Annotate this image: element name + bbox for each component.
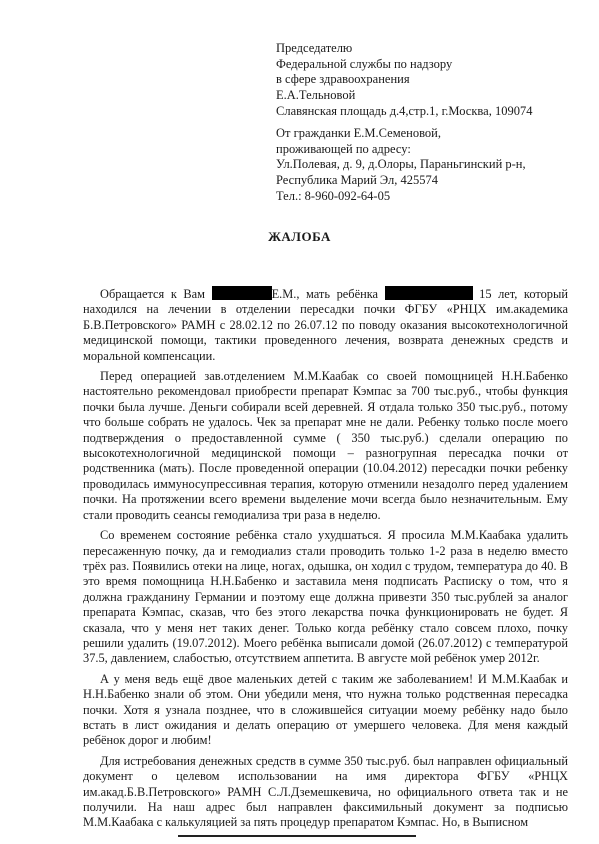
page-bottom-rule [178,835,416,837]
document-title: ЖАЛОБА [268,229,331,244]
sender-block [276,126,576,205]
recipient-line: в сфере здравоохранения [276,72,410,87]
complaint-body [83,286,568,832]
paragraph: Перед операцией зав.отделением М.М.Каабак со своей помощницей Н.Н.Бабенко настоятельно рекомендовал приобрести препарат Кэмпас за 700 тыс.руб., чтобы функция почки была лучше. Деньги собирали всей деревней. Я отдала только 350 тыс.руб., потому что больше собрать не удалось. Чек за препарат мне не дали. Ребенку только после моего подтверждения о предоставленной сумме ( 350 тыс.руб.) сделали операцию по высокотехнологичной медицинской помощи – разногрупная пересадка почки от родственника (мать). После проведенной операции (10.04.2012) пересадки почки ребенку проводилась иммуносупрессивная терапия, которую отменили незадолго перед удалением почки. На протяжении всего времени выделение мочи всегда было незначительным. Ему стали проводить сеансы гемодиализа три раза в неделю. [83,369,568,522]
intro-text-b: Е.М., мать ребёнка [271,287,379,301]
sender-line: Республика Марий Эл, 425574 [276,173,438,188]
recipient-block [276,41,576,120]
sender-line: Ул.Полевая, д. 9, д.Олоры, Параньгинский р-н, [276,157,526,172]
recipient-line: Председателю [276,41,353,55]
recipient-line: Федеральной службы по надзору [276,56,453,71]
sender-line: Тел.: 8-960-092-64-05 [276,188,391,203]
sender-line: От гражданки Е.М.Семеновой, [276,126,441,140]
sender-line: проживающей по адресу: [276,141,411,156]
redaction-bar [385,286,473,300]
intro-text-a: Обращается к Вам [100,287,205,301]
paragraph: А у меня ведь ещё двое маленьких детей с таким же заболеванием! И М.М.Каабак и Н.Н.Бабенко знали об этом. Они убедили меня, что нужна только родственная пересадка почки. Хотя я узнала позднее, что в сложившейся ситуации моему ребёнку надо было встать в лист ожидания и делать операцию от умершего человека. Для меня каждый ребёнок дорог и любим! [83,671,568,748]
intro-text-c: 15 лет, который находился на лечении в отделении пересадки почки ФГБУ «РНЦХ им.академика Б.В.Петровского» РАМН с 28.02.12 по 26.07.12 по поводу оказания высокотехнологичной медицинской помощи, тактики проведенного лечения, возврата денежных средств и моральной компенсации. [83,287,568,363]
recipient-line: Е.А.Тельновой [276,88,356,103]
paragraph: Со временем состояние ребёнка стало ухудшаться. Я просила М.М.Каабака удалить пересаженную почку, да и гемодиализ стали проводить только 1-2 раза в неделю вместо трёх раз. Появились отеки на лице, ногах, одышка, он ходил с трудом, температура до 40. В это время помощница Н.Н.Бабенко и заставила меня подписать Расписку о том, что я должна гражданину Германии и поэтому еще должна привезти 350 тыс.рублей за аналог препарата Кэмпас, сказав, что без этого лекарства почка функционировать не будет. Я сказала, что у меня нет таких денег. Только когда ребёнку стало совсем плохо, почку решили удалить (19.07.2012). Моего ребёнка выписали домой (26.07.2012) с температурой 37.5, давлением, слабостью, отсутствием аппетита. В августе мой ребёнок умер 2012г. [83,528,568,666]
redaction-bar [212,286,272,300]
recipient-line: Славянская площадь д.4,стр.1, г.Москва, 109074 [276,103,533,118]
paragraph-intro [83,286,568,364]
paragraph: Для истребования денежных средств в сумме 350 тыс.руб. был направлен официальный документ о целевом использовании на имя директора ФГБУ «РНЦХ им.акад.Б.В.Петровского» РАМН С.Л.Дземешкевича, но официального ответа так и не получили. На наш адрес был направлен факсимильный документ за подписью М.М.Каабака с калькуляцией за пять процедур препаратом Кэмпас. Но, в Выписном [83,753,568,830]
